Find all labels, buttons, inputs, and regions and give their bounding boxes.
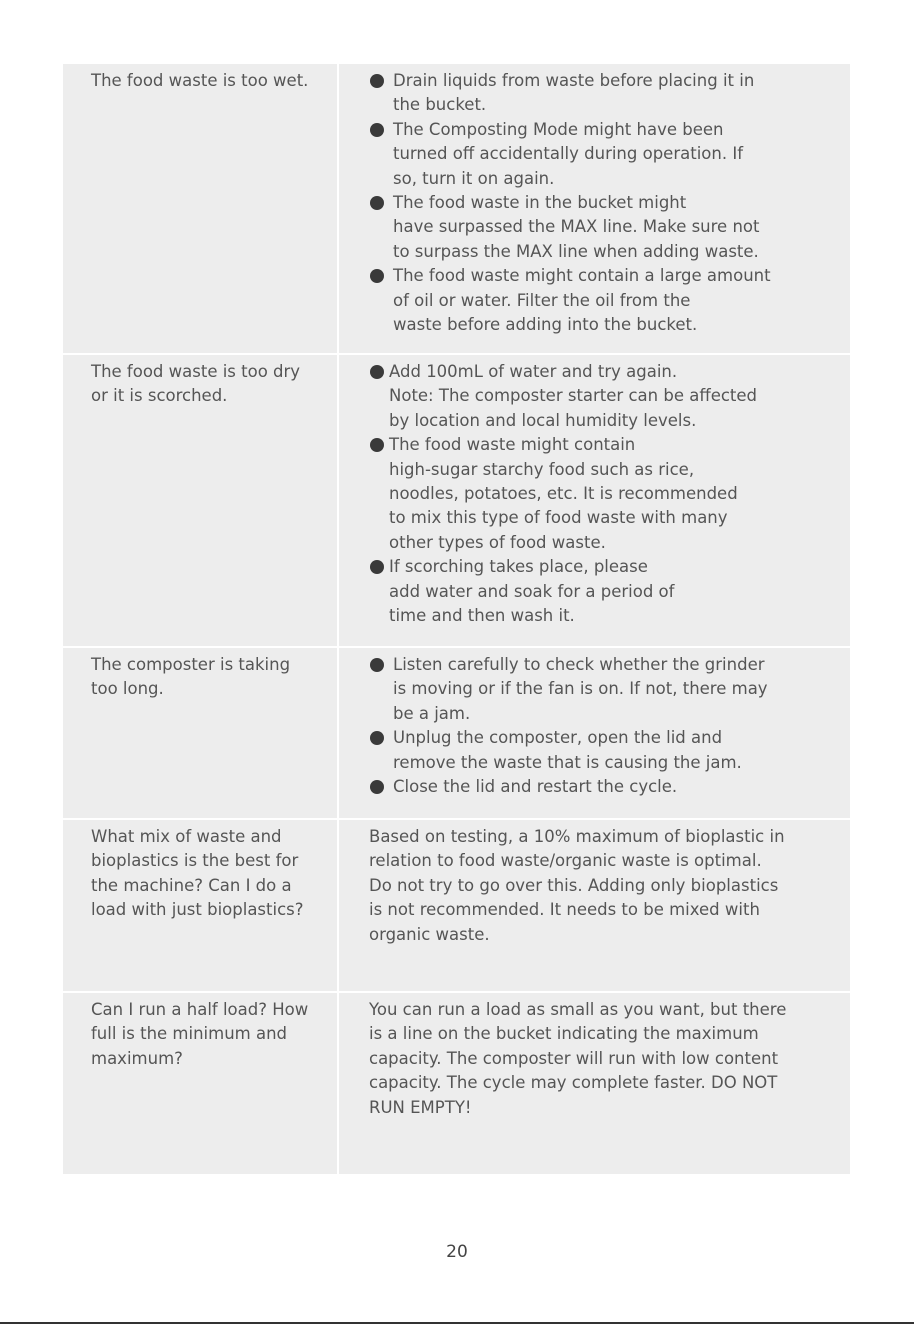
problem-text: full is the minimum and bbox=[91, 1024, 288, 1044]
list-item: The food waste might contain a large amount of oil or water. Filter the oil from the waste before adding into the bucket. bbox=[369, 264, 838, 337]
table-row bbox=[63, 648, 850, 820]
table-row bbox=[63, 820, 850, 993]
bullet-icon bbox=[370, 123, 384, 137]
problem-text: or it is scorched. bbox=[91, 386, 228, 406]
answer-text: is not recommended. It needs to be mixed with bbox=[369, 900, 760, 920]
answer-text: is a line on the bucket indicating the maximum bbox=[369, 1024, 759, 1044]
problem-text: The composter is taking bbox=[91, 655, 291, 674]
solution-cell bbox=[339, 820, 850, 991]
problem-text: What mix of waste and bbox=[91, 827, 282, 846]
problem-text: bioplastics is the best for bbox=[91, 851, 299, 871]
problem-text: Can I run a half load? How bbox=[91, 1000, 309, 1019]
troubleshooting-table bbox=[63, 64, 850, 1174]
answer-text: You can run a load as small as you want, but there bbox=[369, 1000, 787, 1019]
problem-text: too long. bbox=[91, 679, 164, 699]
solution-cell bbox=[339, 993, 850, 1174]
problem-text: The food waste is too wet. bbox=[91, 71, 309, 90]
problem-cell bbox=[63, 820, 339, 991]
list-item: If scorching takes place, please add water and soak for a period of time and then wash it. bbox=[369, 555, 838, 628]
list-item: The food waste in the bucket might have surpassed the MAX line. Make sure not to surpass the MAX line when adding waste. bbox=[369, 191, 838, 264]
bullet-icon bbox=[370, 560, 384, 574]
list-item: Drain liquids from waste before placing it in the bucket. bbox=[369, 69, 838, 118]
list-item: Add 100mL of water and try again. Note: The composter starter can be affected by location and local humidity levels. bbox=[369, 360, 838, 433]
answer-text: capacity. The composter will run with low content bbox=[369, 1048, 779, 1068]
answer-text: organic waste. bbox=[369, 924, 490, 944]
problem-text: load with just bioplastics? bbox=[91, 900, 304, 920]
problem-text: the machine? Can I do a bbox=[91, 875, 292, 895]
list-item: The Composting Mode might have been turned off accidentally during operation. If so, turn it on again. bbox=[369, 118, 838, 191]
bullet-icon bbox=[370, 365, 384, 379]
bullet-icon bbox=[370, 658, 384, 672]
answer-text: RUN EMPTY! bbox=[369, 1097, 472, 1117]
table-row bbox=[63, 64, 850, 355]
table-row bbox=[63, 993, 850, 1174]
problem-text: The food waste is too dry bbox=[91, 362, 301, 381]
page-number: 20 bbox=[446, 1242, 468, 1262]
problem-cell bbox=[63, 64, 339, 353]
table-row bbox=[63, 355, 850, 648]
bullet-icon bbox=[370, 731, 384, 745]
list-item: Unplug the composter, open the lid and remove the waste that is causing the jam. bbox=[369, 726, 838, 775]
problem-cell bbox=[63, 993, 339, 1174]
bullet-icon bbox=[370, 196, 384, 210]
answer-text: Do not try to go over this. Adding only bioplastics bbox=[369, 875, 779, 895]
solution-cell bbox=[339, 355, 850, 646]
answer-text: Based on testing, a 10% maximum of bioplastic in bbox=[369, 827, 785, 846]
problem-text: maximum? bbox=[91, 1048, 183, 1068]
bullet-icon bbox=[370, 780, 384, 794]
solution-cell bbox=[339, 64, 850, 353]
list-item: The food waste might contain high-sugar starchy food such as rice, noodles, potatoes, etc. It is recommended to mix this type of food waste with many other types of food waste. bbox=[369, 433, 838, 555]
solution-cell bbox=[339, 648, 850, 818]
bullet-icon bbox=[370, 438, 384, 452]
bullet-icon bbox=[370, 74, 384, 88]
problem-cell bbox=[63, 355, 339, 646]
problem-cell bbox=[63, 648, 339, 818]
list-item: Listen carefully to check whether the grinder is moving or if the fan is on. If not, there may be a jam. bbox=[369, 653, 838, 726]
bullet-icon bbox=[370, 269, 384, 283]
list-item: Close the lid and restart the cycle. bbox=[369, 775, 838, 799]
answer-text: capacity. The cycle may complete faster. DO NOT bbox=[369, 1073, 778, 1093]
answer-text: relation to food waste/organic waste is optimal. bbox=[369, 851, 762, 871]
